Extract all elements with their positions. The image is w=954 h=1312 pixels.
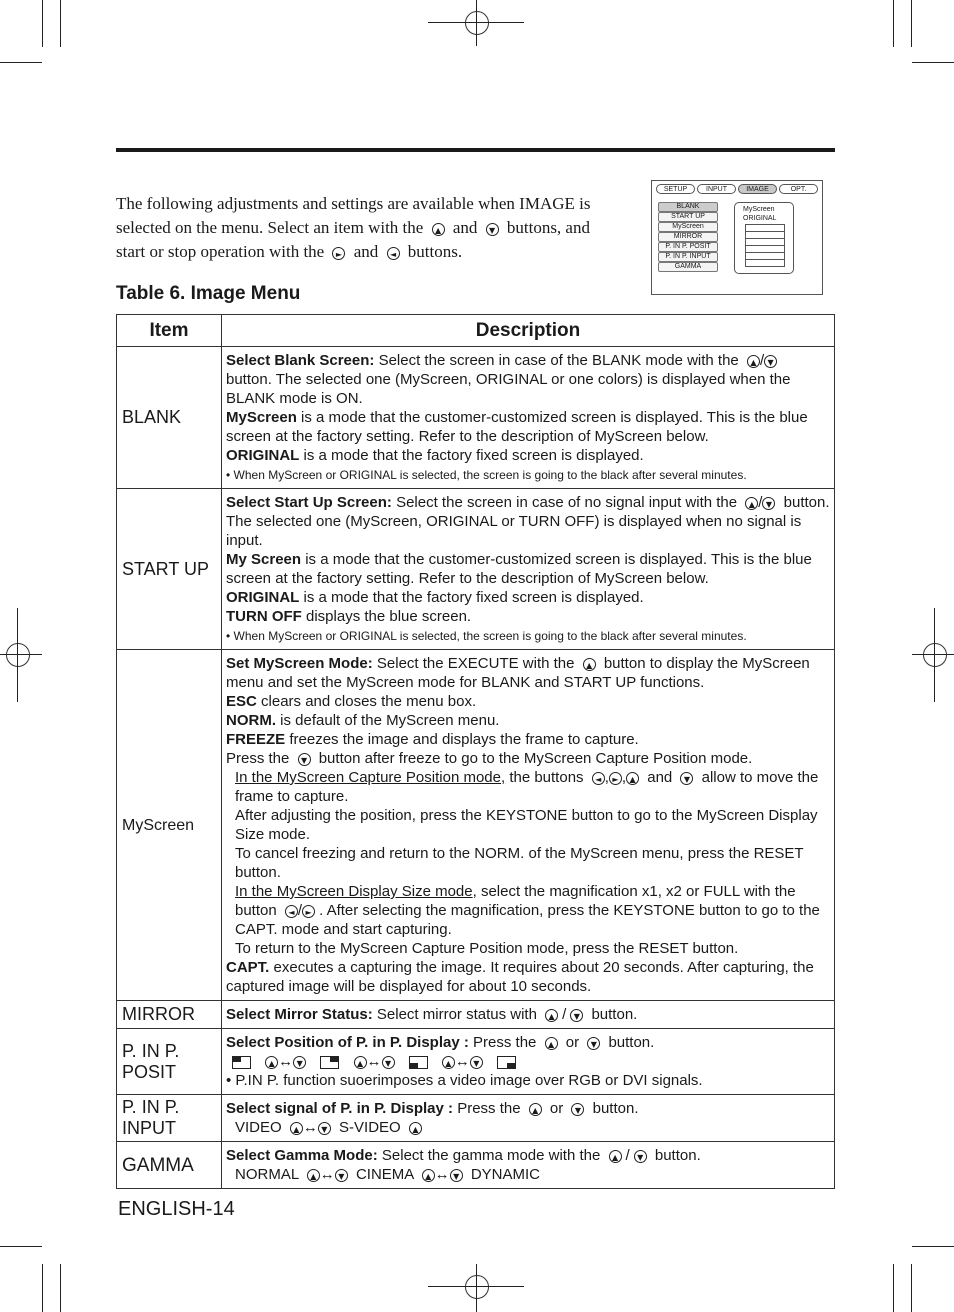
registration-mark [465,1275,489,1299]
desc-text: button to display the MyScreen menu and set the MyScreen mode for BLANK and START UP functions. [226,655,810,691]
registration-mark [465,11,489,35]
intro-text: and [452,218,478,237]
desc-text: To cancel freezing and return to the NORM. of the MyScreen menu, press the RESET button. [235,845,804,881]
desc-text: allow to move the frame to capture. [235,769,819,805]
desc-bold: ORIGINAL [226,589,300,606]
desc-bold: Select signal of P. in P. Display : [226,1100,454,1117]
image-menu-illustration [651,180,823,295]
desc-bold: TURN OFF [226,608,302,625]
table-header-row [117,315,835,347]
gamma-options: NORMAL ▲ ↔ ▼ CINEMA ▲ ↔ ▼ DYNAMIC [235,1166,540,1183]
up-button-icon: ▲ [529,1103,542,1116]
menu-submenu [734,202,794,274]
desc-text: Select the screen in case of no signal input with the [396,494,738,511]
table-row [117,1001,835,1029]
desc-text: displays the blue screen. [306,608,472,625]
intro-paragraph [116,192,621,264]
description-startup: Select Start Up Screen: Select the screen in case of no signal input with the ▲ / ▼ button. The selected one (MyScreen, ORIGINAL or TURN OFF) is displayed when no signal is input. My Screen is a mode that the customer-customized screen is displayed. This is the blue screen at the factory setting. Refer to the description of MyScreen below. ORIGINAL is a mode that the factory fixed screen is displayed. TURN OFF displays the blue screen. • When MyScreen or ORIGINAL is selected, the screen is going to the black after several minutes. [222,489,835,650]
desc-bold: My Screen [226,551,302,568]
display-size-paragraph: In the MyScreen Display Size mode, select the magnification x1, x2 or FULL with the button ◄ / ► . After selecting the magnification, press the KEYSTONE button to go to the CAPT. mode and start capturing. [235,883,820,938]
pip-bottom-left-icon [409,1056,428,1069]
crop-mark [17,608,18,702]
desc-underline: In the MyScreen Capture Position mode, [235,769,506,786]
image-menu-table [116,314,835,1189]
up-button-icon: ▲ [626,772,639,785]
down-button-icon: ▼ [298,753,311,766]
up-button-icon: ▲ [545,1009,558,1022]
desc-text: button. The selected one (MyScreen, ORIGINAL or TURN OFF) is displayed when no signal is input. [226,494,830,549]
desc-text: is default of the MyScreen menu. [280,712,500,729]
menu-item-input: P. IN P. INPUT [658,252,718,262]
registration-mark [6,643,30,667]
table-row [117,1029,835,1095]
up-button-icon: ▲ [747,355,760,368]
crop-mark [0,654,42,655]
desc-text: Press the [457,1100,521,1117]
up-button-icon: ▲ [354,1056,367,1069]
down-button-icon: ▼ [293,1056,306,1069]
up-button-icon: ▲ [432,223,445,236]
crop-mark [60,0,61,47]
crop-mark [912,654,954,655]
intro-text: and [353,242,379,261]
desc-text: button. [591,1006,638,1023]
menu-item-gamma: GAMMA [658,262,718,272]
menu-item-blank: BLANK [658,202,718,212]
item-mirror: MIRROR [117,1001,222,1029]
down-button-icon: ▼ [335,1169,348,1182]
table-row [117,347,835,489]
up-button-icon: ▲ [307,1169,320,1182]
down-button-icon: ▼ [382,1056,395,1069]
registration-mark [923,643,947,667]
left-button-icon: ◄ [285,905,298,918]
down-button-icon: ▼ [762,497,775,510]
description-myscreen [222,650,835,1001]
up-button-icon: ▲ [745,497,758,510]
down-button-icon: ▼ [587,1037,600,1050]
down-button-icon: ▼ [634,1150,647,1163]
crop-mark [60,1264,61,1312]
up-button-icon: ▲ [545,1037,558,1050]
menu-item-posit: P. IN P. POSIT [658,242,718,252]
desc-text: is a mode that the customer-customized screen is displayed. This is the blue screen at the factory setting. Refer to the description of MyScreen below. [226,551,812,587]
menu-item-myscreen: MyScreen [658,222,718,232]
crop-mark [893,0,894,47]
description-gamma: Select Gamma Mode: Select the gamma mode with the ▲ / ▼ button. NORMAL ▲ ↔ ▼ CINEMA ▲ ↔ ▼ DYNAMIC [222,1142,835,1189]
header-description: Description [222,315,835,347]
desc-text: After adjusting the position, press the KEYSTONE button to go to the MyScreen Display Size mode. [235,807,818,843]
capture-position-paragraph: In the MyScreen Capture Position mode, the buttons ◄ , ► , ▲ and ▼ allow to move the frame to capture. [235,769,819,805]
menu-tab-setup: SETUP [656,184,695,194]
desc-text: or [549,1100,564,1117]
desc-bold: MyScreen [226,409,297,426]
item-gamma: GAMMA [117,1142,222,1189]
crop-mark [0,62,42,63]
desc-text: is a mode that the factory fixed screen is displayed. [303,447,644,464]
down-button-icon: ▼ [571,1103,584,1116]
up-button-icon: ▲ [442,1056,455,1069]
desc-text: Press the [226,750,290,767]
desc-text: executes a capturing the image. It requires about 20 seconds. After capturing, the captured image will be displayed for about 10 seconds. [226,959,814,995]
option-dynamic: DYNAMIC [470,1166,540,1183]
right-button-icon: ► [609,772,622,785]
option-cinema: CINEMA [355,1166,414,1183]
desc-bold: ORIGINAL [226,447,300,464]
desc-text: Select the EXECUTE with the [376,655,575,672]
submenu-color-row [745,259,785,267]
desc-text: is a mode that the customer-customized screen is displayed. This is the blue screen at the factory setting. Refer to the description of MyScreen below. [226,409,808,445]
desc-bold: FREEZE [226,731,286,748]
desc-text: button. [654,1147,701,1164]
item-startup: START UP [117,489,222,650]
description-mirror: Select Mirror Status: Select mirror status with ▲ / ▼ button. [222,1001,835,1029]
desc-text: button. [608,1034,655,1051]
left-button-icon: ◄ [387,247,400,260]
intro-text: The following adjustments and settings are available when IMAGE is selected on the menu. Select an item with the [116,194,591,237]
desc-text: the buttons [509,769,584,786]
desc-note: • When MyScreen or ORIGINAL is selected, the screen is going to the black after several minutes. [226,629,747,643]
up-button-icon: ▲ [290,1122,303,1135]
page-footer: ENGLISH-14 [118,1198,235,1220]
desc-text: button after freeze to go to the MyScreen Capture Position mode. [318,750,753,767]
desc-text: is a mode that the factory fixed screen is displayed. [303,589,644,606]
option-video: VIDEO [235,1119,282,1136]
menu-tab-opt: OPT. [779,184,818,194]
crop-mark [911,0,912,47]
description-blank: Select Blank Screen: Select the screen in case of the BLANK mode with the ▲ / ▼ button. The selected one (MyScreen, ORIGINAL or one colors) is displayed when the BLANK mode is ON. MyScreen is a mode that the customer-customized screen is displayed. This is the blue screen at the factory setting. Refer to the description of MyScreen below. ORIGINAL is a mode that the factory fixed screen is displayed. • When MyScreen or ORIGINAL is selected, the screen is going to the black after several minutes. [222,347,835,489]
desc-bold: ESC [226,693,257,710]
desc-text: and [647,769,673,786]
table-title: Table 6. Image Menu [116,283,301,304]
desc-text: or [565,1034,580,1051]
crop-mark [0,1246,42,1247]
up-button-icon: ▲ [409,1122,422,1135]
desc-text: button. The selected one (MyScreen, ORIGINAL or one colors) is displayed when the BLANK mode is ON. [226,371,791,407]
desc-text: freezes the image and displays the frame to capture. [289,731,639,748]
up-button-icon: ▲ [609,1150,622,1163]
description-input [222,1095,835,1142]
crop-mark [476,1264,477,1312]
crop-mark [934,608,935,702]
desc-text: Select mirror status with [376,1006,537,1023]
item-posit: P. IN P. POSIT [117,1029,222,1095]
pip-bottom-right-icon [497,1056,516,1069]
submenu-option-original: ORIGINAL [743,215,777,222]
table-row [117,1142,835,1189]
description-posit: Select Position of P. in P. Display : Press the ▲ or ▼ button. ▲ ↔ ▼ ▲ ↔ ▼ ▲ ↔ ▼ • P.IN P. function suoerimposes a video image over RGB or DVI signals. [222,1029,835,1095]
desc-bold: Select Blank Screen: [226,352,375,369]
down-button-icon: ▼ [470,1056,483,1069]
desc-bold: Select Position of P. in P. Display : [226,1034,469,1051]
crop-mark [42,1264,43,1312]
desc-text: , select the magnification x1, x2 or FULL with the button [235,883,796,919]
crop-mark [911,1264,912,1312]
desc-text: Select the gamma mode with the [381,1147,601,1164]
desc-bold: NORM. [226,712,276,729]
desc-text: . After selecting the magnification, press the KEYSTONE button to go to the CAPT. mode and start capturing. [235,902,820,938]
item-blank: BLANK [117,347,222,489]
input-options: VIDEO ▲ ↔ ▼ S-VIDEO ▲ [226,1118,830,1137]
down-button-icon: ▼ [680,772,693,785]
item-input: P. IN P. INPUT [117,1095,222,1142]
menu-tab-image: IMAGE [738,184,777,194]
header-item: Item [117,315,222,347]
up-button-icon: ▲ [265,1056,278,1069]
desc-text: Press the [473,1034,537,1051]
table-row [117,650,835,1001]
right-button-icon: ► [302,905,315,918]
desc-text: Select the screen in case of the BLANK mode with the [378,352,739,369]
header-rule [116,148,835,152]
desc-underline: In the MyScreen Display Size mode [235,883,473,900]
crop-mark [42,0,43,47]
item-myscreen: MyScreen [117,650,222,1001]
desc-text: clears and closes the menu box. [261,693,477,710]
left-button-icon: ◄ [592,772,605,785]
up-button-icon: ▲ [583,658,596,671]
table-row [117,489,835,650]
right-button-icon: ► [332,247,345,260]
pip-top-left-icon [232,1056,251,1069]
desc-bold: Set MyScreen Mode: [226,655,373,672]
desc-note: • When MyScreen or ORIGINAL is selected, the screen is going to the black after several minutes. [226,468,747,482]
crop-mark [912,1246,954,1247]
down-button-icon: ▼ [318,1122,331,1135]
desc-bold: Select Mirror Status: [226,1006,373,1023]
option-normal: NORMAL [235,1166,299,1183]
menu-tab-input: INPUT [697,184,736,194]
menu-item-startup: START UP [658,212,718,222]
crop-mark [912,62,954,63]
down-button-icon: ▼ [486,223,499,236]
desc-text: To return to the MyScreen Capture Position mode, press the RESET button. [235,940,739,957]
down-button-icon: ▼ [764,355,777,368]
crop-mark [893,1264,894,1312]
desc-note: • P.IN P. function suoerimposes a video image over RGB or DVI signals. [226,1072,703,1089]
option-svideo: S-VIDEO [339,1119,401,1136]
desc-bold: CAPT. [226,959,270,976]
intro-text: buttons. [407,242,463,261]
desc-bold: Select Start Up Screen: [226,494,392,511]
submenu-options [743,205,776,223]
crop-mark [476,0,477,46]
desc-text: button. [592,1100,639,1117]
pip-top-right-icon [320,1056,339,1069]
intro-text: buttons, and start or stop operation with the [116,218,590,261]
down-button-icon: ▼ [450,1169,463,1182]
menu-tabs [656,184,818,194]
menu-item-mirror: MIRROR [658,232,718,242]
up-button-icon: ▲ [422,1169,435,1182]
table-row [117,1095,835,1142]
down-button-icon: ▼ [570,1009,583,1022]
submenu-option-myscreen: MyScreen [743,206,775,213]
desc-bold: Select Gamma Mode: [226,1147,378,1164]
